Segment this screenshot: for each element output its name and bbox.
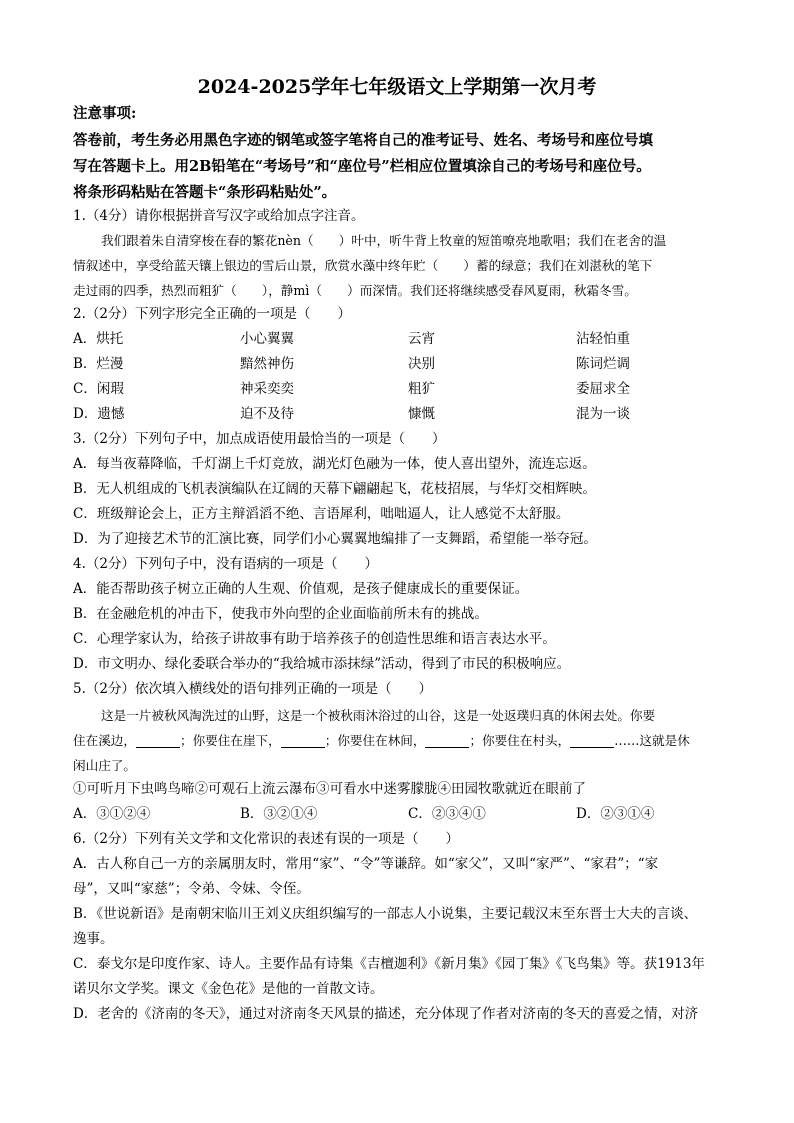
notice-line: 将条形码粘贴在答题卡“条形码粘贴处”。 bbox=[73, 184, 337, 201]
q4-stem: 4.（2分）下列句子中，没有语病的一项是（ ） bbox=[73, 556, 378, 572]
q4-option-b: B．在金融危机的冲击下，使我市外向型的企业面临前所未有的挑战。 bbox=[73, 606, 488, 622]
q2-option-d-word: 混为一谈 bbox=[576, 406, 630, 422]
notice-line: 写在答题卡上。用2B铅笔在“考场号”和“座位号”栏相应位置填涂自己的考场号和座位号。 bbox=[73, 158, 651, 175]
q6-option-b: B．《世说新语》是南朝宋临川王刘义庆组织编写的一部志人小说集，主要记载汉末至东晋士大夫的言谈、 bbox=[73, 906, 698, 922]
q5-option-c: C．②③④① bbox=[408, 806, 486, 822]
q2-option-c-word: 粗犷 bbox=[408, 381, 435, 397]
q1-passage-line: 走过雨的四季，热烈而粗犷（ ），静mì（ ）而深情。我们还将继续感受春风夏雨，秋霜冬雪。 bbox=[73, 283, 637, 298]
q4-option-a: A．能否帮助孩子树立正确的人生观、价值观，是孩子健康成长的重要保证。 bbox=[73, 581, 529, 597]
q2-option-d: D．遗憾 bbox=[73, 406, 125, 422]
q2-option-c-word: 委屈求全 bbox=[576, 381, 630, 397]
q4-option-c: C．心理学家认为，给孩子讲故事有助于培养孩子的创造性思维和语言表达水平。 bbox=[73, 631, 556, 647]
q2-stem: 2.（2分）下列字形完全正确的一项是（ ） bbox=[73, 306, 351, 322]
q5-passage-fragment: ；你要住在崖下， bbox=[179, 733, 281, 748]
q5-passage-line bbox=[73, 731, 690, 751]
q5-stem: 5.（2分）依次填入横线处的语句排列正确的一项是（ ） bbox=[73, 681, 432, 697]
q5-blank-2[interactable] bbox=[281, 733, 325, 748]
q2-option-c-word: 神采奕奕 bbox=[240, 381, 294, 397]
q6-option-a-cont: 母”，又叫“家慈”；令弟、令妹、令侄。 bbox=[73, 881, 310, 897]
q5-option-b: B．③②①④ bbox=[240, 806, 318, 822]
q5-passage-fragment: ；你要住在村头， bbox=[469, 733, 571, 748]
q2-option-a-word: 云宵 bbox=[408, 331, 435, 347]
q6-option-c-cont: 诺贝尔文学奖。课文《金色花》是他的一首散文诗。 bbox=[73, 981, 384, 997]
q2-option-b-word: 陈词烂调 bbox=[576, 356, 630, 372]
q5-option-a: A．③①②④ bbox=[73, 806, 151, 822]
q2-option-d-word: 迫不及待 bbox=[240, 406, 294, 422]
page-title: 2024-2025学年七年级语文上学期第一次月考 bbox=[197, 76, 597, 98]
q3-stem: 3.（2分）下列句子中，加点成语使用最恰当的一项是（ ） bbox=[73, 431, 446, 447]
q5-passage-fragment: 住在溪边， bbox=[73, 733, 136, 748]
q5-passage-line: 这是一片被秋风淘洗过的山野，这是一个被秋雨沐浴过的山谷，这是一处返璞归真的休闲去处。你要 bbox=[101, 708, 656, 723]
q6-option-c: C．泰戈尔是印度作家、诗人。主要作品有诗集《吉檀迦利》《新月集》《园丁集》《飞鸟集》等。获1913年 bbox=[73, 956, 705, 972]
q5-passage-fragment: ；你要住在林间， bbox=[324, 733, 426, 748]
q3-option-a: A．每当夜幕降临，千灯湖上千灯竞放，湖光灯色融为一体，使人喜出望外，流连忘返。 bbox=[73, 456, 596, 472]
q5-items: ①可听月下虫鸣鸟啼②可观石上流云瀑布③可看水中迷雾朦胧④田园牧歌就近在眼前了 bbox=[73, 781, 586, 797]
notice-heading: 注意事项: bbox=[73, 105, 137, 122]
notice-line: 答卷前，考生务必用黑色字迹的钢笔或签字笔将自己的准考证号、姓名、考场号和座位号填 bbox=[73, 132, 653, 149]
q1-stem: 1.（4分）请你根据拼音写汉字或给加点字注音。 bbox=[73, 208, 365, 224]
q5-blank-4[interactable] bbox=[570, 733, 614, 748]
q3-option-c: C．班级辩论会上，正方主辩滔滔不绝、言语犀利，咄咄逼人，让人感觉不太舒服。 bbox=[73, 506, 570, 522]
q2-option-d-word: 慷慨 bbox=[408, 406, 435, 422]
q6-option-d: D．老舍的《济南的冬天》，通过对济南冬天风景的描述，充分体现了作者对济南的冬天的喜爱之情，对济 bbox=[73, 1006, 699, 1022]
q6-option-a: A．古人称自己一方的亲属朋友时，常用“家”、“令”等谦辞。如“家父”，又叫“家严”、“家君”；“家 bbox=[73, 856, 659, 872]
q6-stem: 6.（2分）下列有关文学和文化常识的表述有误的一项是（ ） bbox=[73, 831, 459, 847]
q6-option-b-cont: 逸事。 bbox=[73, 931, 114, 947]
q1-passage-line: 我们跟着朱自清穿梭在春的繁花nèn（ ）叶中，听牛背上牧童的短笛嘹亮地歌唱；我们在老舍的温 bbox=[101, 233, 667, 248]
q3-option-b: B．无人机组成的飞机表演编队在辽阔的天幕下翩翩起飞，花枝招展，与华灯交相辉映。 bbox=[73, 481, 596, 497]
q2-option-a: A．烘托 bbox=[73, 331, 124, 347]
q2-option-c: C．闲瑕 bbox=[73, 381, 124, 397]
q5-passage-line: 闲山庄了。 bbox=[73, 758, 136, 773]
q4-option-d: D．市文明办、绿化委联合举办的“我给城市添抹绿”活动，得到了市民的积极响应。 bbox=[73, 656, 571, 672]
q2-option-b-word: 黯然神伤 bbox=[240, 356, 294, 372]
q5-passage-fragment: ……这就是休 bbox=[614, 733, 690, 748]
q2-option-b: B．烂漫 bbox=[73, 356, 124, 372]
q3-option-d: D．为了迎接艺术节的汇演比赛，同学们小心翼翼地编排了一支舞蹈，希望能一举夺冠。 bbox=[73, 531, 597, 547]
q5-blank-3[interactable] bbox=[425, 733, 469, 748]
q5-option-d: D．②③①④ bbox=[576, 806, 655, 822]
q2-option-a-word: 沾轻怕重 bbox=[576, 331, 630, 347]
q1-passage-line: 情叙述中，享受给蓝天镶上银边的雪后山景，欣赏水藻中终年贮（ ）蓄的绿意；我们在刘湛秋的笔下 bbox=[73, 258, 653, 273]
q2-option-a-word: 小心翼翼 bbox=[240, 331, 294, 347]
q5-blank-1[interactable] bbox=[136, 733, 180, 748]
q2-option-b-word: 决别 bbox=[408, 356, 435, 372]
